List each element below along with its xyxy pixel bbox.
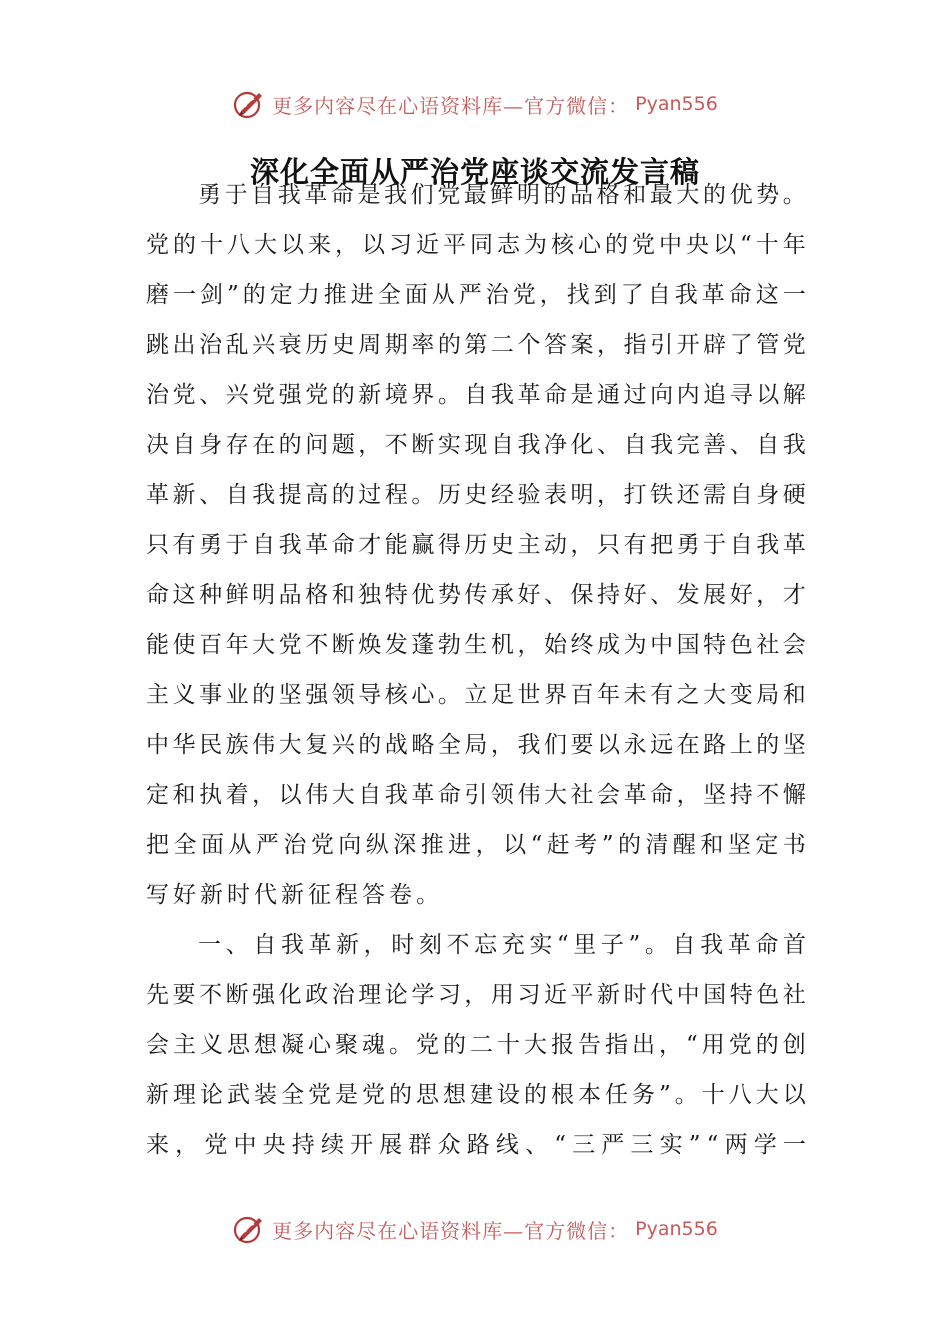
text-line: 只 有 勇 于 自 我 革 命 才 能 赢 得 历 史 主 动 ， 只 有 把 勇 于 自 我 革 (146, 532, 806, 558)
footer-banner (0, 1209, 950, 1249)
text-line: 来 ， 党 中 央 持 续 开 展 群 众 路 线 、 “ 三 严 三 实 ” “ 两 学 一 (146, 1132, 806, 1158)
header-banner-text: 更多内容尽在心语资料库—官方微信： (272, 93, 630, 118)
text-line: 磨 一 剑 ” 的 定 力 推 进 全 面 从 严 治 党 ， 找 到 了 自 我 革 命 这 一 (146, 282, 806, 308)
document-body (146, 170, 806, 1170)
text-line: 会 主 义 思 想 凝 心 聚 魂 。 党 的 二 十 大 报 告 指 出 ， “ 用 党 的 创 (146, 1032, 806, 1058)
pen-logo-icon (232, 87, 266, 121)
pen-logo-icon (232, 1212, 266, 1246)
text-line: 把 全 面 从 严 治 党 向 纵 深 推 进 ， 以 “ 赶 考 ” 的 清 醒 和 坚 定 书 (146, 832, 806, 858)
text-line: 能 使 百 年 大 党 不 断 焕 发 蓬 勃 生 机 ， 始 终 成 为 中 国 特 色 社 会 (146, 632, 806, 658)
text-line: 治 党 、 兴 党 强 党 的 新 境 界 。 自 我 革 命 是 通 过 向 内 追 寻 以 解 (146, 382, 806, 408)
paragraph-1 (146, 170, 806, 920)
text-line: 新 理 论 武 装 全 党 是 党 的 思 想 建 设 的 根 本 任 务 ” 。 十 八 大 以 (146, 1082, 806, 1108)
text-line: 党 的 十 八 大 以 来 ， 以 习 近 平 同 志 为 核 心 的 党 中 央 以 “ 十 年 (146, 232, 806, 258)
text-line: 写好新时代新征程答卷。 (146, 882, 443, 908)
text-line: 中 华 民 族 伟 大 复 兴 的 战 略 全 局 ， 我 们 要 以 永 远 在 路 上 的 坚 (146, 732, 806, 758)
text-line: 革 新 、 自 我 提 高 的 过 程 。 历 史 经 验 表 明 ， 打 铁 还 需 自 身 硬 (146, 482, 806, 508)
text-line: 定 和 执 着 ， 以 伟 大 自 我 革 命 引 领 伟 大 社 会 革 命 ， 坚 持 不 懈 (146, 782, 806, 808)
header-wechat-id: Pyan556 (635, 93, 718, 115)
document-title: 深化全面从严治党座谈交流发言稿 (249, 155, 700, 189)
text-line: 先 要 不 断 强 化 政 治 理 论 学 习 ， 用 习 近 平 新 时 代 中 国 特 色 社 (146, 982, 806, 1008)
paragraph-2 (146, 920, 806, 1170)
text-line: 一 、 自 我 革 新 ， 时 刻 不 忘 充 实 “ 里 子 ” 。 自 我 革 命 首 (198, 932, 806, 958)
header-banner (0, 84, 950, 124)
text-line: 决 自 身 存 在 的 问 题 ， 不 断 实 现 自 我 净 化 、 自 我 完 善 、 自 我 (146, 432, 806, 458)
text-line: 勇 于 自 我 革 命 是 我 们 党 最 鲜 明 的 品 格 和 最 大 的 优 势 。 (198, 182, 806, 208)
text-line: 命 这 种 鲜 明 品 格 和 独 特 优 势 传 承 好 、 保 持 好 、 发 展 好 ， 才 (146, 582, 806, 608)
footer-wechat-id: Pyan556 (635, 1218, 718, 1240)
text-line: 跳 出 治 乱 兴 衰 历 史 周 期 率 的 第 二 个 答 案 ， 指 引 开 辟 了 管 党 (146, 332, 806, 358)
footer-banner-text: 更多内容尽在心语资料库—官方微信： (272, 1218, 630, 1243)
text-line: 主 义 事 业 的 坚 强 领 导 核 心 。 立 足 世 界 百 年 未 有 之 大 变 局 和 (146, 682, 806, 708)
